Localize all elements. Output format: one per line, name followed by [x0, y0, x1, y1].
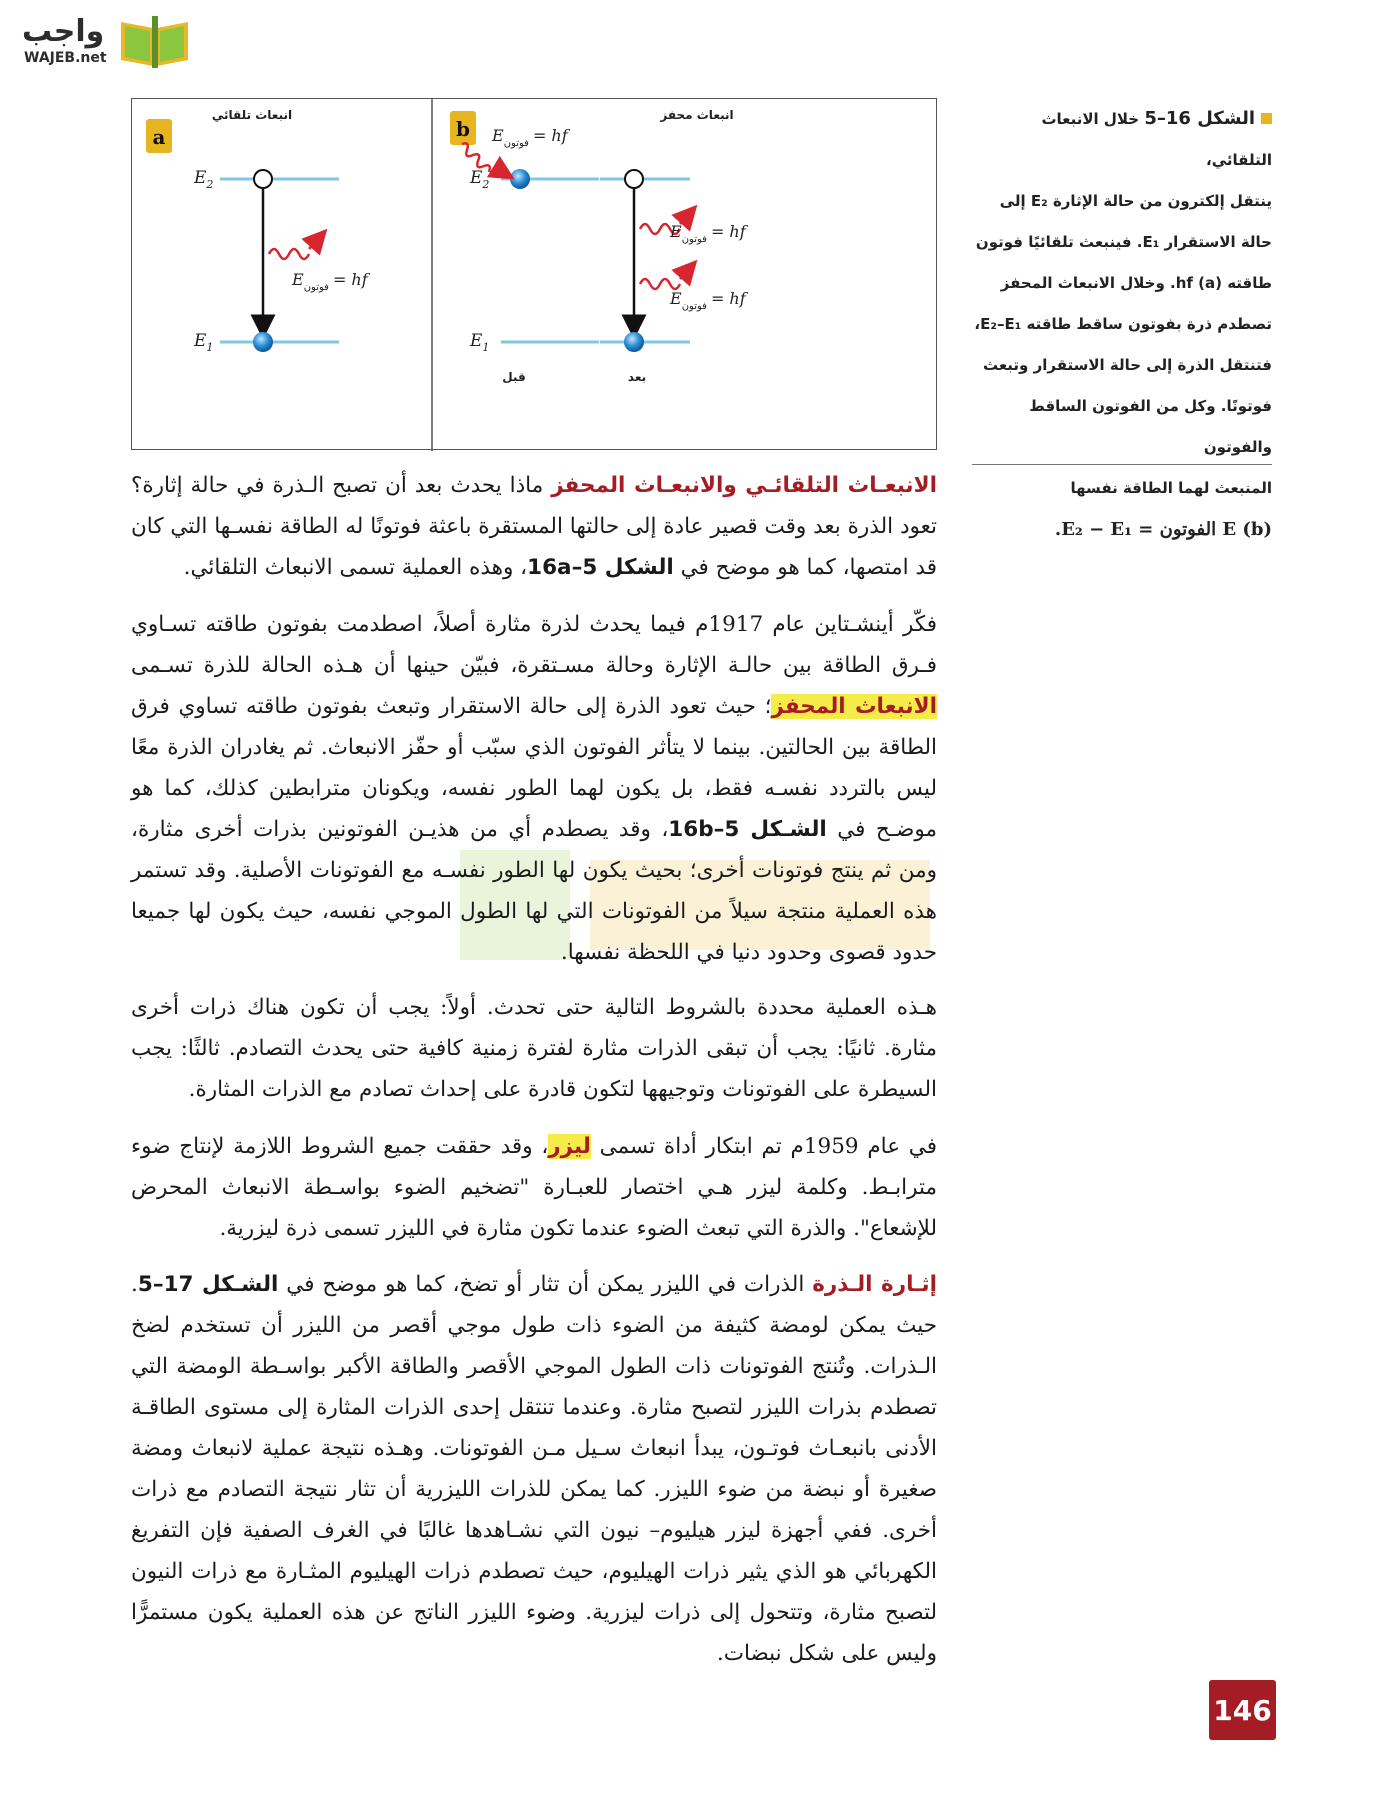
- caption-figure-label: الشكل 16–5: [1144, 108, 1255, 129]
- panel-b: [450, 108, 749, 384]
- wajeb-logo[interactable]: [12, 10, 192, 70]
- heading-spontaneous-stimulated: الانبعـاث التلقائـي والانبعـاث المحفز: [551, 473, 937, 498]
- emitted-photon-wave: [269, 249, 309, 259]
- after-label: بعد: [627, 370, 647, 384]
- figure-16-5: [131, 98, 937, 450]
- caption-line-3: حالة الاستقرار E₁. فينبعث تلقائيًا فوتون: [975, 233, 1272, 251]
- electron-e1: [253, 332, 273, 352]
- photon-arrow: [309, 238, 319, 249]
- emitted-photon-2-arrow: [680, 269, 689, 279]
- figure-caption: [972, 98, 1272, 550]
- badge-a-label: a: [152, 125, 166, 149]
- caption-line-5: تصطدم ذرة بفوتون ساقط طاقته E₂–E₁،: [974, 315, 1272, 333]
- before-label: قبل: [502, 370, 526, 384]
- paragraph-excitation: إثـارة الـذرة الذرات في الليزر يمكن أن تثار أو تضخ، كما هو موضح في الشـكل 17–5. حيث يمكن لومضة كثيفة من الضوء ذات طول موجي أقصر من الليزر أن تستخدم لضخ الـذرات. وتُنتج الفوتونات ذات الطول الموجي الأقصر والطاقة الأكبر بواسـطة الومضة التي تصطدم بذرات الليزر لتصبح مثارة. وعندما تنتقل إحدى الذرات المثارة إلى مستوى الطاقـة الأدنى بانبعـاث فوتـون، يبدأ انبعاث سـيل مـن الفوتونات. وهـذه نتيجة عملية لانبعاث ومضة صغيرة أو نبضة من ضوء الليزر. كما يمكن للذرات الليزرية أن تثار نتيجة التصادم مع ذرات أخرى. ففي أجهزة ليزر هيليوم– نيون التي نشـاهدها غالبًا في الغرف الصفية فإن التفريغ الكهربائي هو الذي يثير ذرات الهيليوم، حيث تصطدم ذرات الهيليوم المثـارة مع ذرات النيون لتصبح مثارة، وتتحول إلى ذرات ليزرية. وضوء الليزر الناتج عن هذه العملية يكون مستمرًّا وليس على شكل نبضات.: [131, 1272, 937, 1666]
- excited-electron: [510, 169, 530, 189]
- emitted-energy-label-1: $E_{فوتون}$ = hf: [670, 222, 746, 245]
- caption-line-7: فوتونًا. وكل من الفوتون الساقط والفوتون: [1029, 397, 1272, 456]
- before-label-e1: $E_1$: [470, 331, 490, 354]
- after-empty-state: [625, 170, 643, 188]
- page-number: 146: [1209, 1680, 1276, 1740]
- caption-divider: [972, 464, 1272, 465]
- photon-energy-label: $E_{فوتون}$ = hf: [292, 270, 368, 293]
- caption-line-6: فتنتقل الذرة إلى حالة الاستقرار وتبعث: [982, 356, 1272, 374]
- panel-a-title: انبعاث تلقائي: [211, 108, 293, 122]
- heading-atom-excitation: إثـارة الـذرة: [812, 1272, 937, 1297]
- term-stimulated-emission: الانبعاث المحفز: [771, 694, 937, 719]
- figure-ref-17[interactable]: الشـكل 17–5: [137, 1272, 279, 1297]
- paragraph-einstein: فكّر أينشـتاين عام 1917م فيما يحدث لذرة مثارة أصلاً، اصطدمت بفوتون طاقته تسـاوي فـرق الطاقة بين حالـة الإثارة وحالة مسـتقرة، فبيّن حينها أن هـذه الحالة للذرة تسـمى الانبعاث المحفز؛ حيث تعود الذرة إلى حالة الاستقرار وتبعث بفوتون طاقته تساوي فرق الطاقة بين الحالتين. بينما لا يتأثر الفوتون الذي سبّب أو حفّز الانبعاث. ثم يغادران الذرة معًا ليس بالتردد نفسـه فقط، بل يكون لهما الطور نفسه، ويكونان مترابطين كذلك، كما هو موضـح في الشـكل 16b–5، وقد يصطدم أي من هذيـن الفوتونين بذرات أخرى مثارة، ومن ثم ينتج فوتونات أخرى؛ بحيث يكون لها الطور نفسـه مع الفوتونات الأصلية. وقد تستمر هذه العملية منتجة سيلاً من الفوتونات التي لها الطول الموجي نفسه، حيث يكون لها جميعا حدود قصوى وحدود دنيا في اللحظة نفسها.: [131, 612, 937, 965]
- caption-line-8: المنبعث لهما الطاقة نفسها: [1070, 479, 1272, 497]
- logo-text: واجب: [22, 14, 105, 49]
- caption-marker: [1261, 113, 1272, 124]
- emitted-energy-label-2: $E_{فوتون}$ = hf: [670, 289, 746, 312]
- book-icon: [117, 12, 192, 70]
- caption-line-2: ينتقل إلكترون من حالة الإثارة E₂ إلى: [999, 192, 1272, 210]
- empty-state-e2: [254, 170, 272, 188]
- paragraph-spontaneous: الانبعـاث التلقائـي والانبعـاث المحفز ماذا يحدث بعد أن تصبح الـذرة في حالة إثارة؟ تعود الذرة بعد وقت قصير عادة إلى حالتها المستقرة باعثة فوتونًا له الطاقة نفسـها التي كان قد امتصها، كما هو موضح في الشكل 16a–5، وهذه العملية تسمى الانبعاث التلقائي.: [131, 473, 937, 580]
- badge-b-label: b: [456, 117, 470, 141]
- after-electron: [624, 332, 644, 352]
- caption-line-1: الشكل 16–5 خلال الانبعاث التلقائي،: [1041, 108, 1272, 169]
- incoming-energy-label: $E_{فوتون}$ = hf: [492, 126, 568, 149]
- paragraph-laser: في عام 1959م تم ابتكار أداة تسمى ليزر، وقد حققت جميع الشروط اللازمة لإنتاج ضوء مترابـط. وكلمة ليزر هـي اختصار للعبـارة "تضخيم الضوء بواسـطة الانبعاث المحرض للإشعاع". والذرة التي تبعث الضوء عندما تكون مثارة في الليزر تسمى ذرة ليزرية.: [131, 1134, 938, 1241]
- incoming-photon-arrow: [494, 167, 504, 173]
- emitted-photon-2: [640, 279, 680, 289]
- logo-subtext: WAJEB.net: [24, 50, 107, 66]
- caption-line-9: (b) E الفوتون = E₂ − E₁.: [1054, 519, 1272, 540]
- term-laser: ليزر: [548, 1134, 591, 1159]
- panel-b-title: انبعاث محفز: [660, 108, 734, 122]
- paragraph-conditions: هـذه العملية محددة بالشروط التالية حتى تحدث. أولاً: يجب أن تكون هناك ذرات أخرى مثارة. ثانيًا: يجب أن تبقى الذرات مثارة لفترة زمنية كافية حتى يحدث التصادم. ثالثًا: يجب السيطرة على الفوتونات وتوجيهها لتكون قادرة على إحداث تصادم مع الذرات المثارة.: [131, 995, 937, 1102]
- before-label-e2: $E_2$: [470, 168, 490, 191]
- figure-ref-16b[interactable]: الشـكل 16b–5: [668, 817, 827, 842]
- caption-line-4: طاقته hf (a). وخلال الانبعاث المحفز: [1000, 274, 1272, 292]
- figure-ref-16a[interactable]: الشكل 16a–5: [527, 555, 674, 580]
- label-e1: $E_1$: [194, 331, 214, 354]
- panel-a: [146, 108, 371, 354]
- label-e2: $E_2$: [194, 168, 214, 191]
